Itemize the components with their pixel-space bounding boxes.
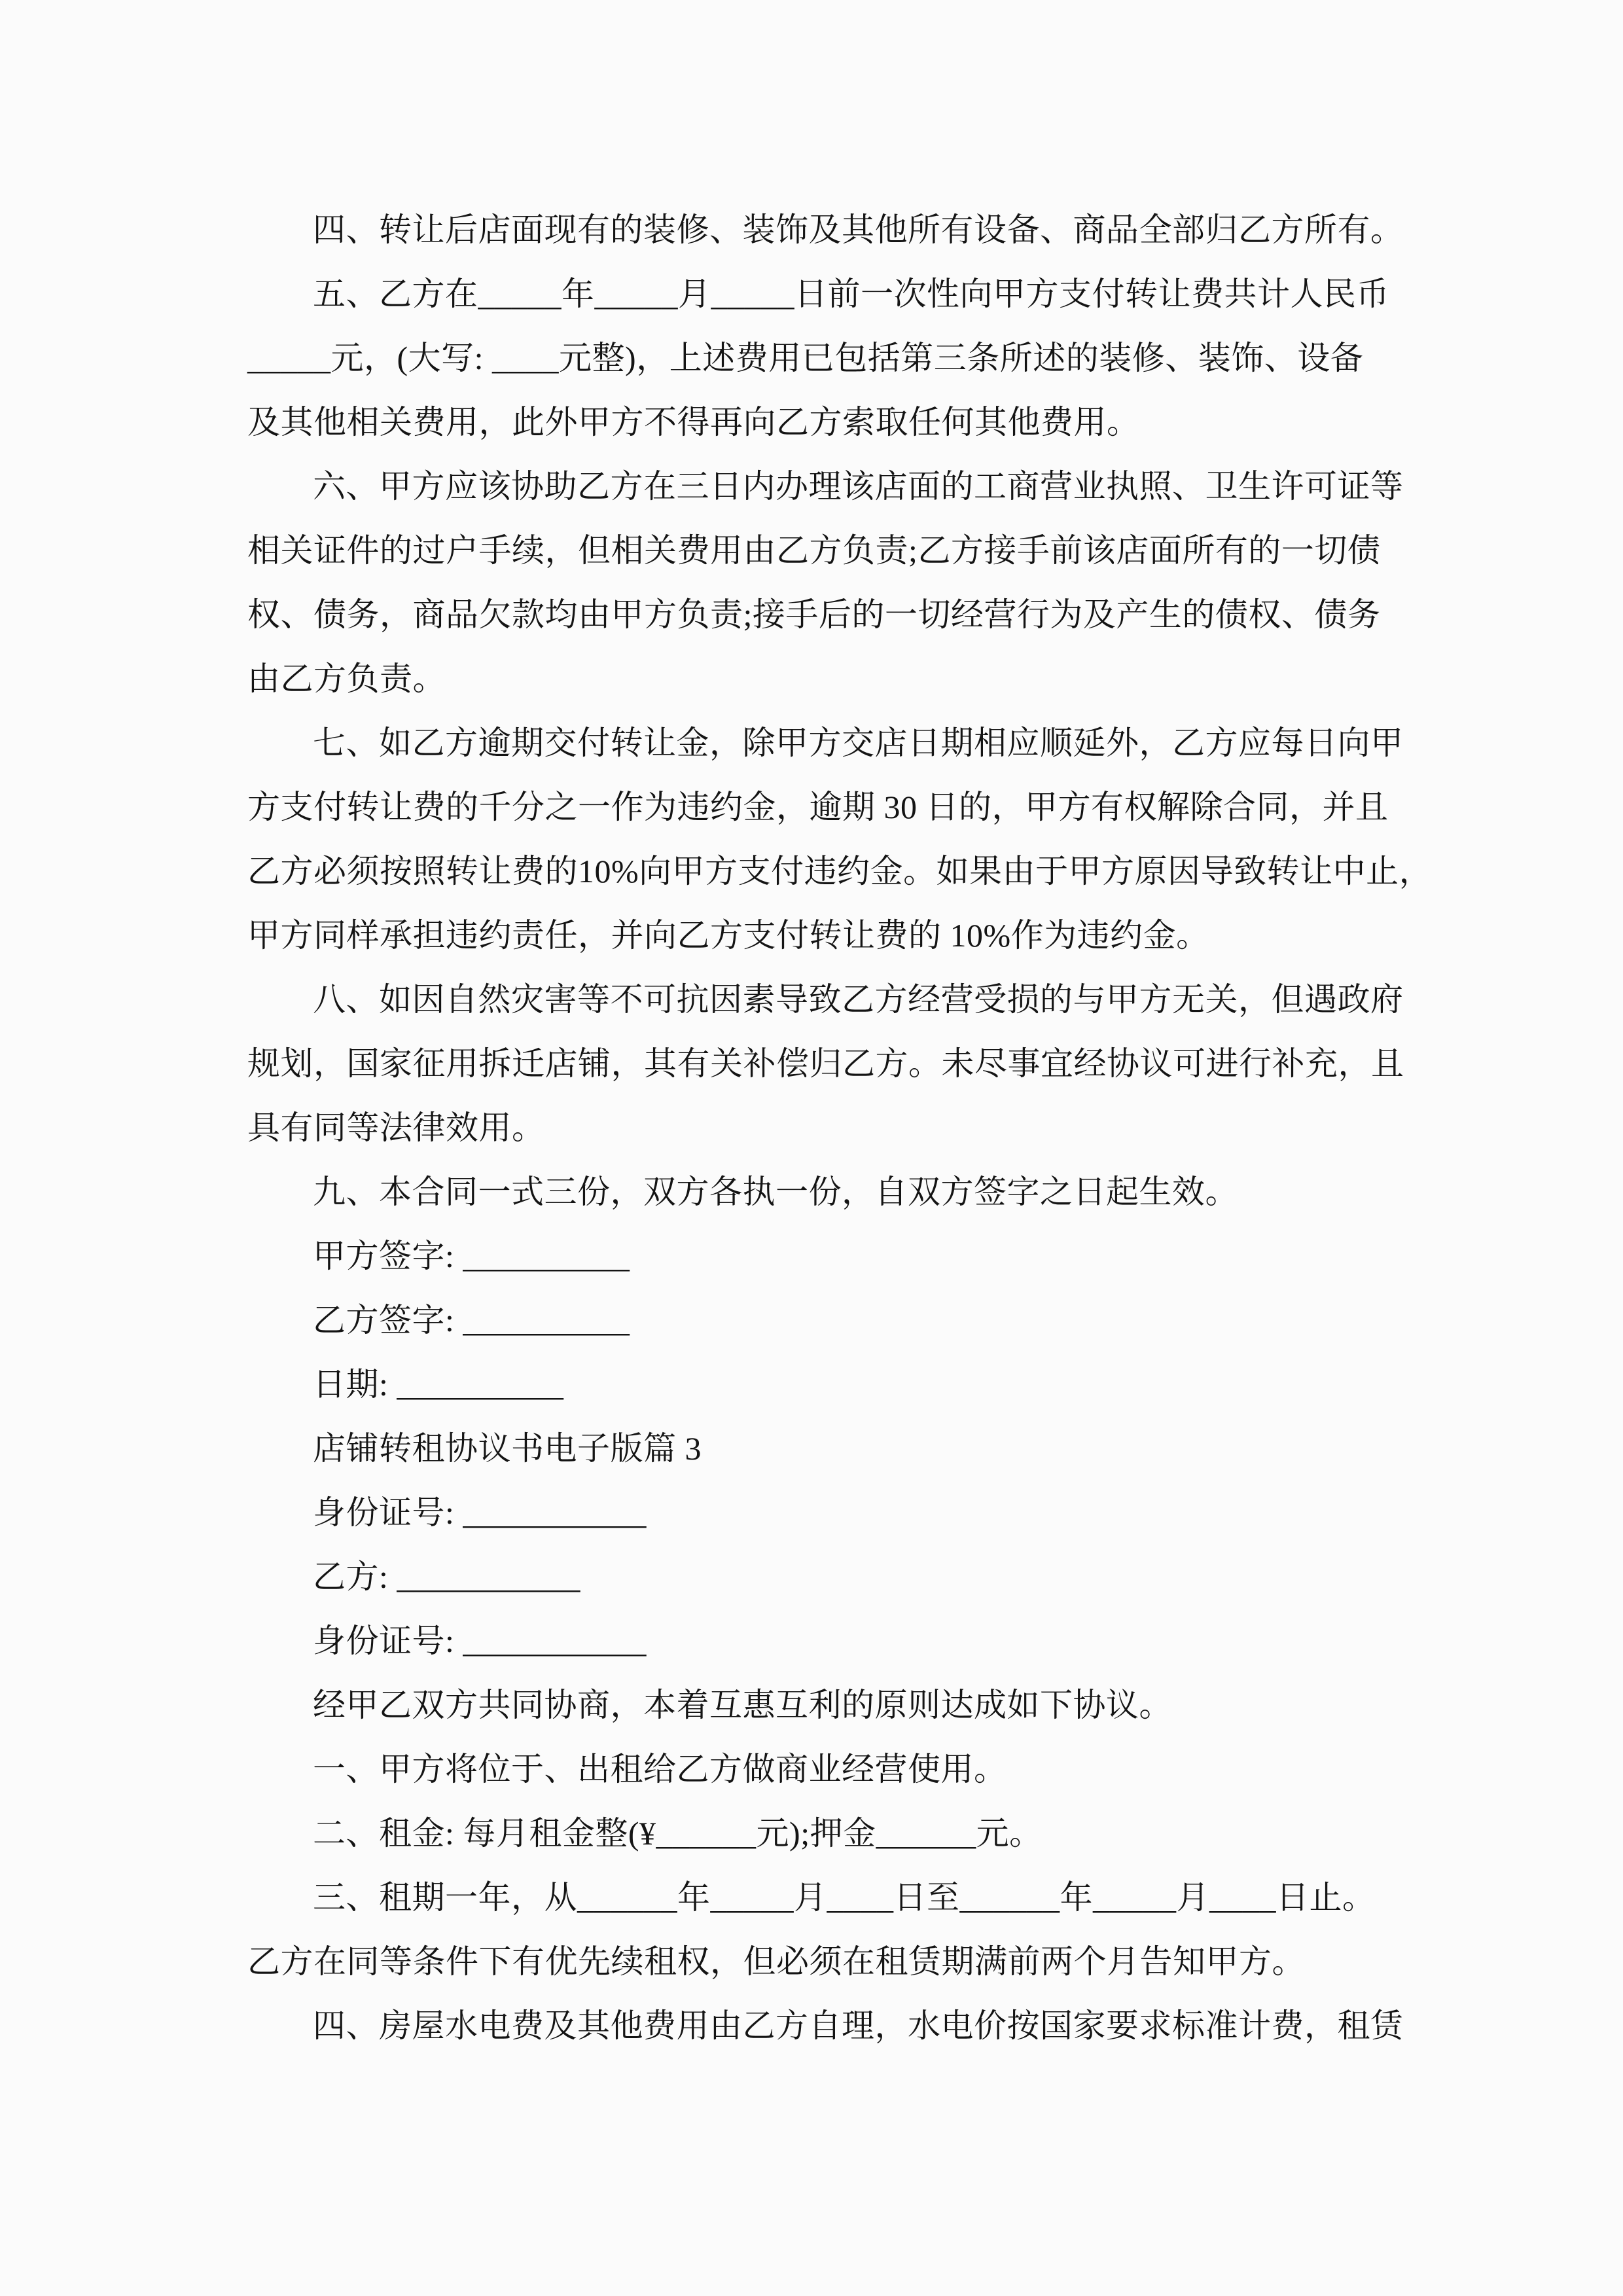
document-line: 乙方: ___________	[313, 1558, 580, 1595]
document-line: 经甲乙双方共同协商，本着互惠互利的原则达成如下协议。	[313, 1687, 1172, 1723]
document-line: 乙方签字: __________	[313, 1302, 630, 1338]
document-line: 二、租金: 每月租金整(¥______元);押金______元。	[313, 1815, 1043, 1852]
document-line: 三、租期一年，从______年_____月____日至______年_____月____日止。	[313, 1879, 1376, 1916]
document-line: 乙方必须按照转让费的10%向甲方支付违约金。如果由于甲方原因导致转让中止，	[247, 853, 1433, 889]
document-line: 方支付转让费的千分之一作为违约金，逾期 30 日的，甲方有权解除合同，并且	[247, 789, 1389, 825]
document-line: 具有同等法律效用。	[247, 1109, 545, 1146]
document-line: 相关证件的过户手续，但相关费用由乙方负责;乙方接手前该店面所有的一切债	[247, 532, 1381, 569]
document-line: 四、房屋水电费及其他费用由乙方自理，水电价按国家要求标准计费，租赁	[313, 2007, 1404, 2044]
document-line: 乙方在同等条件下有优先续租权，但必须在租赁期满前两个月告知甲方。	[247, 1943, 1305, 1980]
document-line: 八、如因自然灾害等不可抗因素导致乙方经营受损的与甲方无关，但遇政府	[313, 981, 1404, 1018]
document-line: 五、乙方在_____年_____月_____日前一次性向甲方支付转让费共计人民币	[313, 276, 1389, 312]
document-body	[247, 198, 1465, 2058]
document-line: 日期: __________	[313, 1366, 564, 1403]
document-line: 身份证号: ___________	[313, 1623, 647, 1659]
document-line: 一、甲方将位于、出租给乙方做商业经营使用。	[313, 1751, 1007, 1787]
document-line: 七、如乙方逾期交付转让金，除甲方交店日期相应顺延外，乙方应每日向甲	[313, 725, 1404, 761]
document-line: 身份证号: ___________	[313, 1494, 647, 1531]
document-line: _____元，(大写: ____元整)，上述费用已包括第三条所述的装修、装饰、设备	[247, 340, 1364, 376]
document-line: 四、转让后店面现有的装修、装饰及其他所有设备、商品全部归乙方所有。	[313, 211, 1404, 248]
document-line: 权、债务，商品欠款均由甲方负责;接手后的一切经营行为及产生的债权、债务	[247, 596, 1381, 633]
document-line: 九、本合同一式三份，双方各执一份，自双方签字之日起生效。	[313, 1174, 1238, 1210]
document-line: 店铺转租协议书电子版篇 3	[313, 1430, 702, 1467]
document-line: 甲方同样承担违约责任，并向乙方支付转让费的 10%作为违约金。	[247, 917, 1209, 954]
document-line: 由乙方负责。	[247, 660, 446, 697]
document-line: 甲方签字: __________	[313, 1238, 630, 1274]
document-line: 及其他相关费用，此外甲方不得再向乙方索取任何其他费用。	[247, 404, 1140, 440]
document-line: 规划，国家征用拆迁店铺，其有关补偿归乙方。未尽事宜经协议可进行补充，且	[247, 1045, 1404, 1082]
document-line: 六、甲方应该协助乙方在三日内办理该店面的工商营业执照、卫生许可证等	[313, 468, 1404, 505]
